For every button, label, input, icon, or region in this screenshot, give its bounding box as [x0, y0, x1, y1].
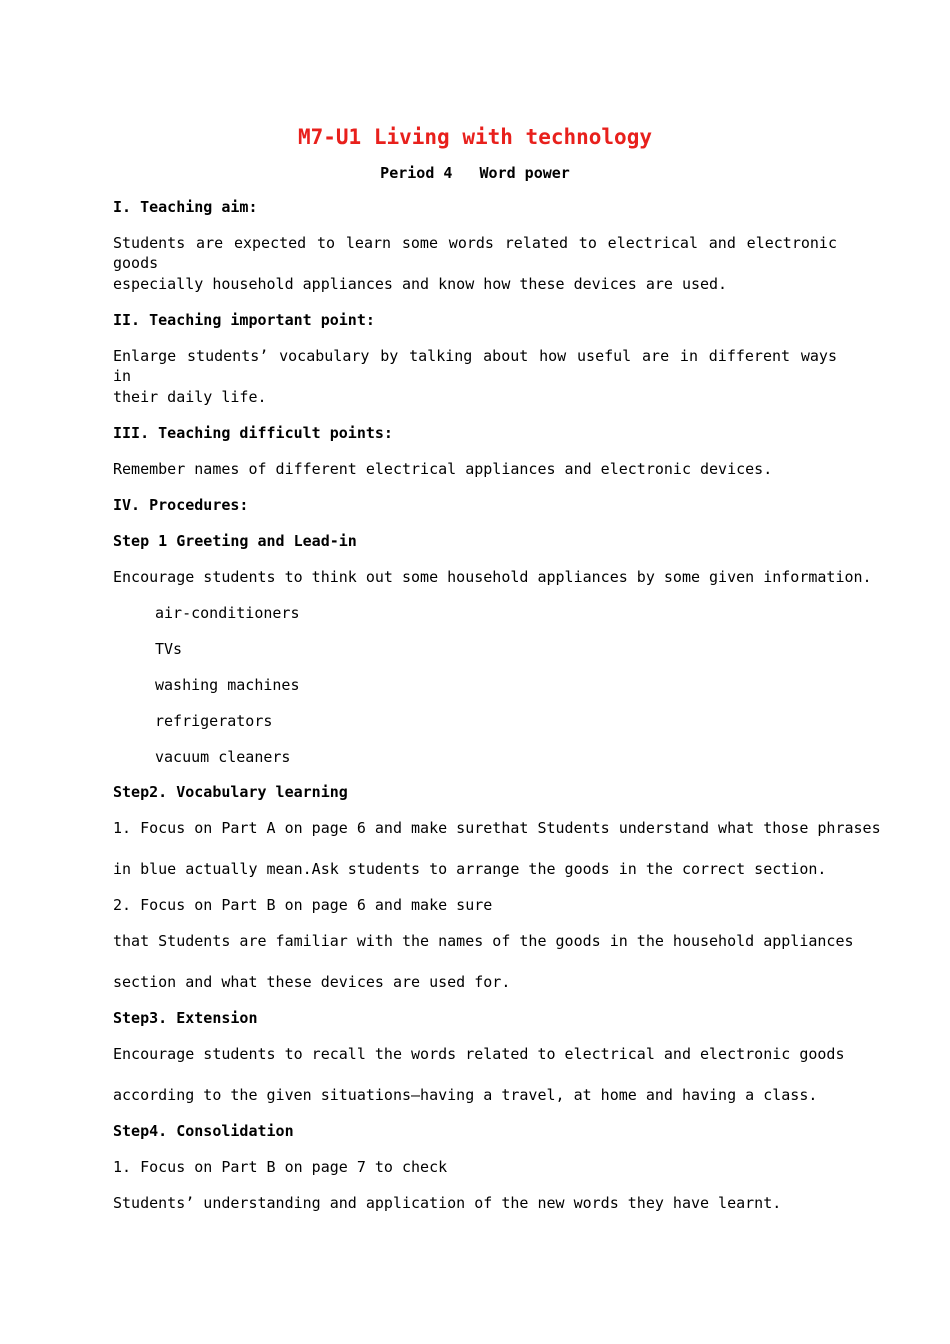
appliance-list-item: vacuum cleaners — [155, 748, 291, 766]
appliance-list-item: washing machines — [155, 676, 300, 694]
aim-paragraph-line: Students are expected to learn some words related to electrical and electronic goods — [113, 234, 837, 272]
step2-paragraph-line: section and what these devices are used for. — [113, 973, 511, 991]
step4-heading: Step4. Consolidation — [113, 1122, 294, 1140]
step4-paragraph-line: Students’ understanding and application of the new words they have learnt. — [113, 1194, 782, 1212]
appliance-list-item: air-conditioners — [155, 604, 300, 622]
step2-heading: Step2. Vocabulary learning — [113, 783, 348, 801]
step2-paragraph-line: in blue actually mean.Ask students to arrange the goods in the correct section. — [113, 860, 827, 878]
procedures-heading: IV. Procedures: — [113, 496, 249, 514]
important-paragraph-line: Enlarge students’ vocabulary by talking about how useful are in different ways in — [113, 347, 837, 385]
step2-paragraph-line: 1. Focus on Part A on page 6 and make surethat Students understand what those phrases — [113, 819, 881, 837]
step3-heading: Step3. Extension — [113, 1009, 258, 1027]
difficult-paragraph-line: Remember names of different electrical appliances and electronic devices. — [113, 460, 773, 478]
step1-heading: Step 1 Greeting and Lead-in — [113, 532, 357, 550]
step2-paragraph-line: that Students are familiar with the names of the goods in the household appliances — [113, 932, 854, 950]
difficult-heading: III. Teaching difficult points: — [113, 424, 393, 442]
important-heading: II. Teaching important point: — [113, 311, 375, 329]
step1-paragraph-line: Encourage students to think out some household appliances by some given information. — [113, 568, 872, 586]
step3-paragraph-line: Encourage students to recall the words related to electrical and electronic goods — [113, 1045, 845, 1063]
appliance-list-item: TVs — [155, 640, 183, 658]
document-title: M7-U1 Living with technology — [297, 125, 652, 149]
aim-heading: I. Teaching aim: — [113, 198, 258, 216]
step4-paragraph-line: 1. Focus on Part B on page 7 to check — [113, 1158, 448, 1176]
important-paragraph-line: their daily life. — [113, 388, 267, 406]
aim-paragraph-line: especially household appliances and know how these devices are used. — [113, 275, 728, 293]
appliance-list-item: refrigerators — [155, 712, 273, 730]
step3-paragraph-line: according to the given situations—having a travel, at home and having a class. — [113, 1086, 818, 1104]
step2-paragraph-line: 2. Focus on Part B on page 6 and make sure — [113, 896, 493, 914]
document-subtitle: Period 4 Word power — [380, 164, 570, 182]
